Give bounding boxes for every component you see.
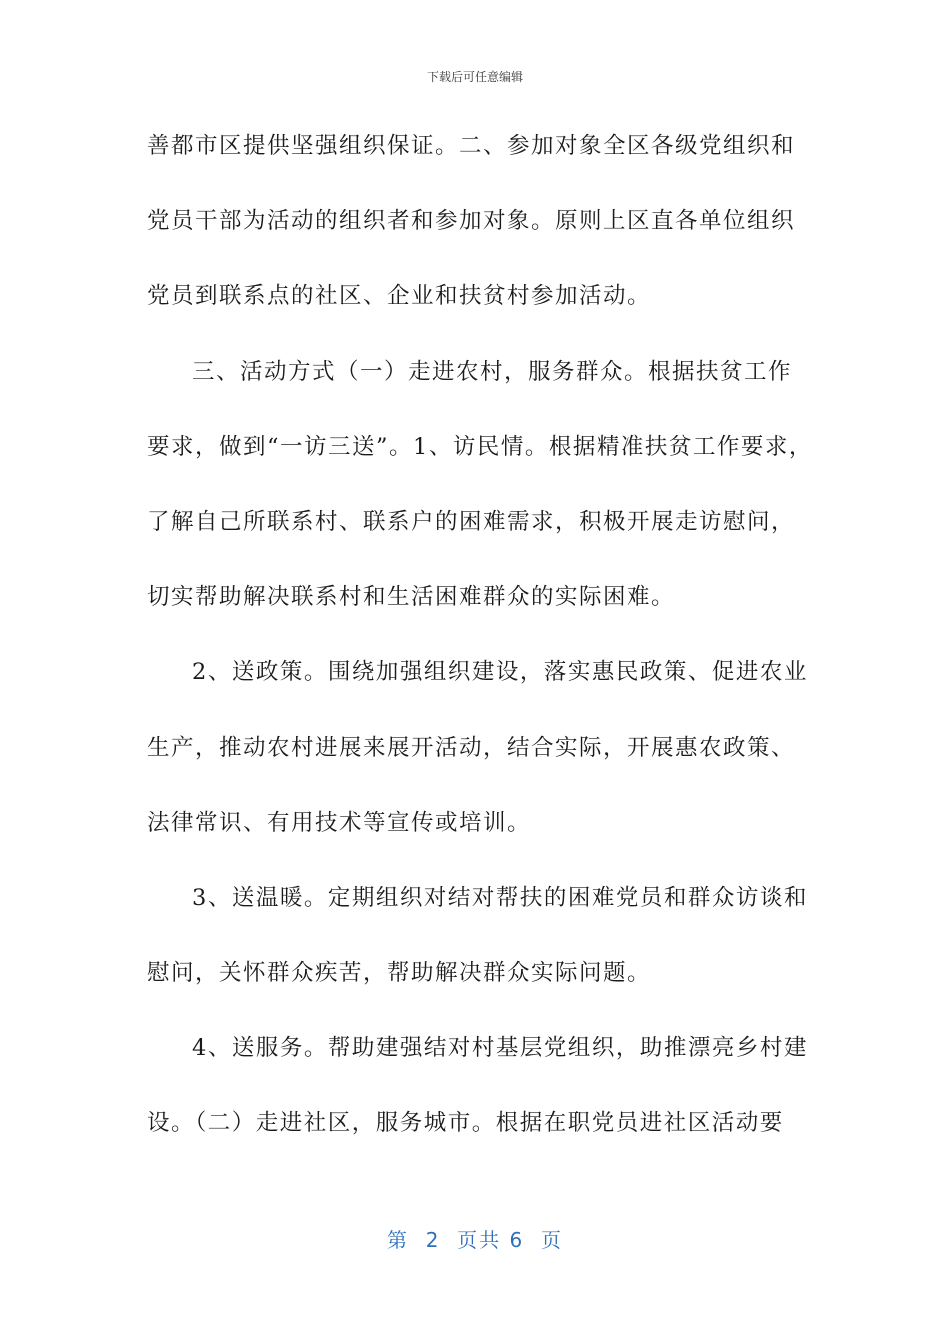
text-line: 慰问，关怀群众疾苦，帮助解决群众实际问题。 xyxy=(147,960,652,987)
text-line: 设。（二）走进社区，服务城市。根据在职党员进社区活动要 xyxy=(147,1110,784,1137)
text-line: 了解自己所联系村、联系户的困难需求，积极开展走访慰问， xyxy=(147,508,796,535)
page-header-note: 下载后可任意编辑 xyxy=(426,70,523,84)
page-number: 第 2 页共 6 页 xyxy=(387,1228,563,1252)
text-line: 党员到联系点的社区、企业和扶贫村参加活动。 xyxy=(147,283,652,310)
text-line: 善都市区提供坚强组织保证。二、参加对象全区各级党组织和 xyxy=(147,133,796,159)
text-line: 要求，做到“一访三送”。1、访民情。根据精准扶贫工作要求， xyxy=(147,433,813,460)
document-body xyxy=(147,118,817,1171)
text-line: 三、活动方式（一）走进农村，服务群众。根据扶贫工作 xyxy=(192,358,793,385)
text-line: 法律常识、有用技术等宣传或培训。 xyxy=(147,809,532,836)
text-line: 2、送政策。围绕加强组织建设，落实惠民政策、促进农业 xyxy=(192,659,808,686)
text-line: 生产，推动农村进展来展开活动，结合实际，开展惠农政策、 xyxy=(147,734,796,761)
text-line: 党员干部为活动的组织者和参加对象。原则上区直各单位组织 xyxy=(147,208,796,235)
text-line: 3、送温暖。定期组织对结对帮扶的困难党员和群众访谈和 xyxy=(192,884,808,911)
text-line: 切实帮助解决联系村和生活困难群众的实际困难。 xyxy=(147,584,676,611)
text-line: 4、送服务。帮助建强结对村基层党组织，助推漂亮乡村建 xyxy=(192,1035,808,1062)
